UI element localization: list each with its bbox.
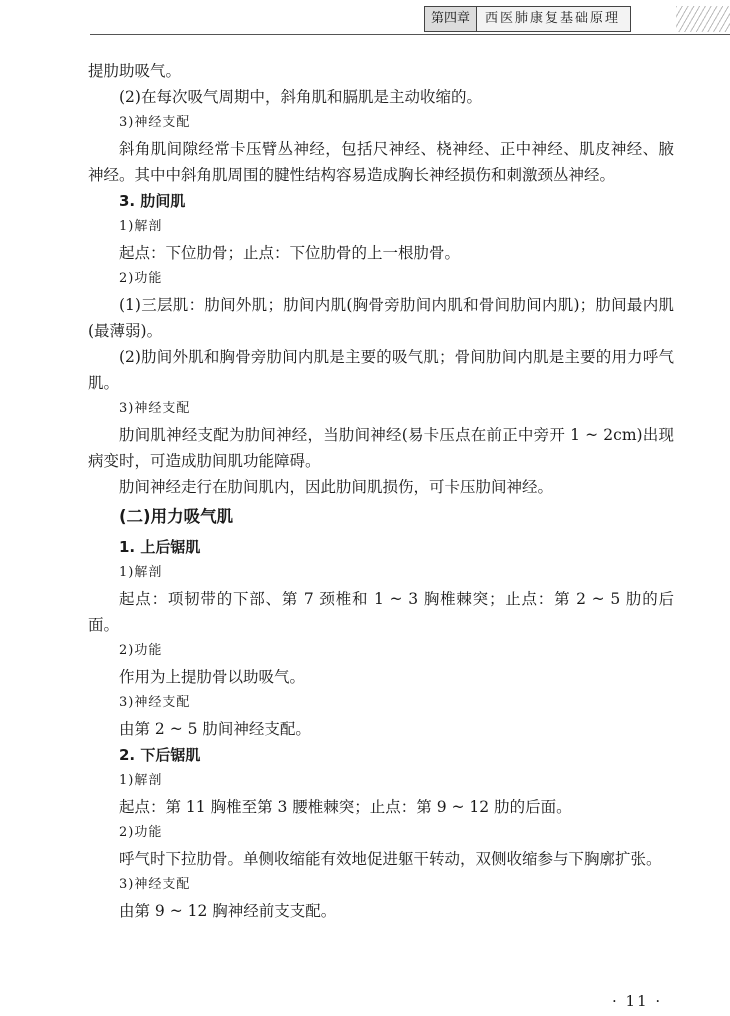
header-hatch-decoration xyxy=(676,6,730,32)
paragraph: 肋间肌神经支配为肋间神经，当肋间神经(易卡压点在前正中旁开 1 ~ 2cm)出现病变时，可造成肋间肌功能障碍。 xyxy=(88,426,674,470)
subheading: 3)神经支配 xyxy=(119,695,191,710)
subheading: 2)功能 xyxy=(119,643,163,658)
paragraph: 由第 9 ~ 12 胸神经前支支配。 xyxy=(119,902,337,920)
subheading: 1)解剖 xyxy=(119,219,163,234)
major-heading: (二)用力吸气肌 xyxy=(119,507,234,526)
running-header xyxy=(0,0,730,40)
chapter-title: 西医肺康复基础原理 xyxy=(485,11,621,26)
section-heading: 3. 肋间肌 xyxy=(119,192,186,210)
chapter-header-box xyxy=(424,6,631,32)
subheading: 1)解剖 xyxy=(119,773,163,788)
paragraph: (2)肋间外肌和胸骨旁肋间内肌是主要的吸气肌；骨间肋间内肌是主要的用力呼气肌。 xyxy=(88,348,674,392)
section-heading: 1. 上后锯肌 xyxy=(119,538,201,556)
subheading: 2)功能 xyxy=(119,825,163,840)
paragraph: 呼气时下拉肋骨。单侧收缩能有效地促进躯干转动，双侧收缩参与下胸廓扩张。 xyxy=(119,850,662,868)
paragraph: 提肋助吸气。 xyxy=(88,62,182,80)
header-rule xyxy=(90,34,730,35)
subheading: 1)解剖 xyxy=(119,565,163,580)
paragraph: (1)三层肌：肋间外肌；肋间内肌(胸骨旁肋间内肌和骨间肋间内肌)；肋间最内肌(最薄弱)。 xyxy=(88,296,674,340)
paragraph: (2)在每次吸气周期中，斜角肌和膈肌是主动收缩的。 xyxy=(119,88,482,106)
paragraph: 起点：下位肋骨；止点：下位肋骨的上一根肋骨。 xyxy=(119,244,461,262)
paragraph: 肋间神经走行在肋间肌内，因此肋间肌损伤，可卡压肋间神经。 xyxy=(119,478,554,496)
chapter-label: 第四章 xyxy=(425,7,477,31)
paragraph: 起点：第 11 胸椎至第 3 腰椎棘突；止点：第 9 ~ 12 肋的后面。 xyxy=(119,798,572,816)
paragraph: 由第 2 ~ 5 肋间神经支配。 xyxy=(119,720,311,738)
subheading: 2)功能 xyxy=(119,271,163,286)
paragraph: 作用为上提肋骨以助吸气。 xyxy=(119,668,306,686)
subheading: 3)神经支配 xyxy=(119,115,191,130)
subheading: 3)神经支配 xyxy=(119,877,191,892)
subheading: 3)神经支配 xyxy=(119,401,191,416)
page-body xyxy=(88,58,674,924)
paragraph: 斜角肌间隙经常卡压臂丛神经，包括尺神经、桡神经、正中神经、肌皮神经、腋神经。其中中斜角肌周围的腱性结构容易造成胸长神经损伤和刺激颈丛神经。 xyxy=(88,140,674,184)
page-number: · 11 · xyxy=(612,992,663,1010)
paragraph: 起点：项韧带的下部、第 7 颈椎和 1 ~ 3 胸椎棘突；止点：第 2 ~ 5 肋的后面。 xyxy=(88,590,674,634)
section-heading: 2. 下后锯肌 xyxy=(119,746,201,764)
